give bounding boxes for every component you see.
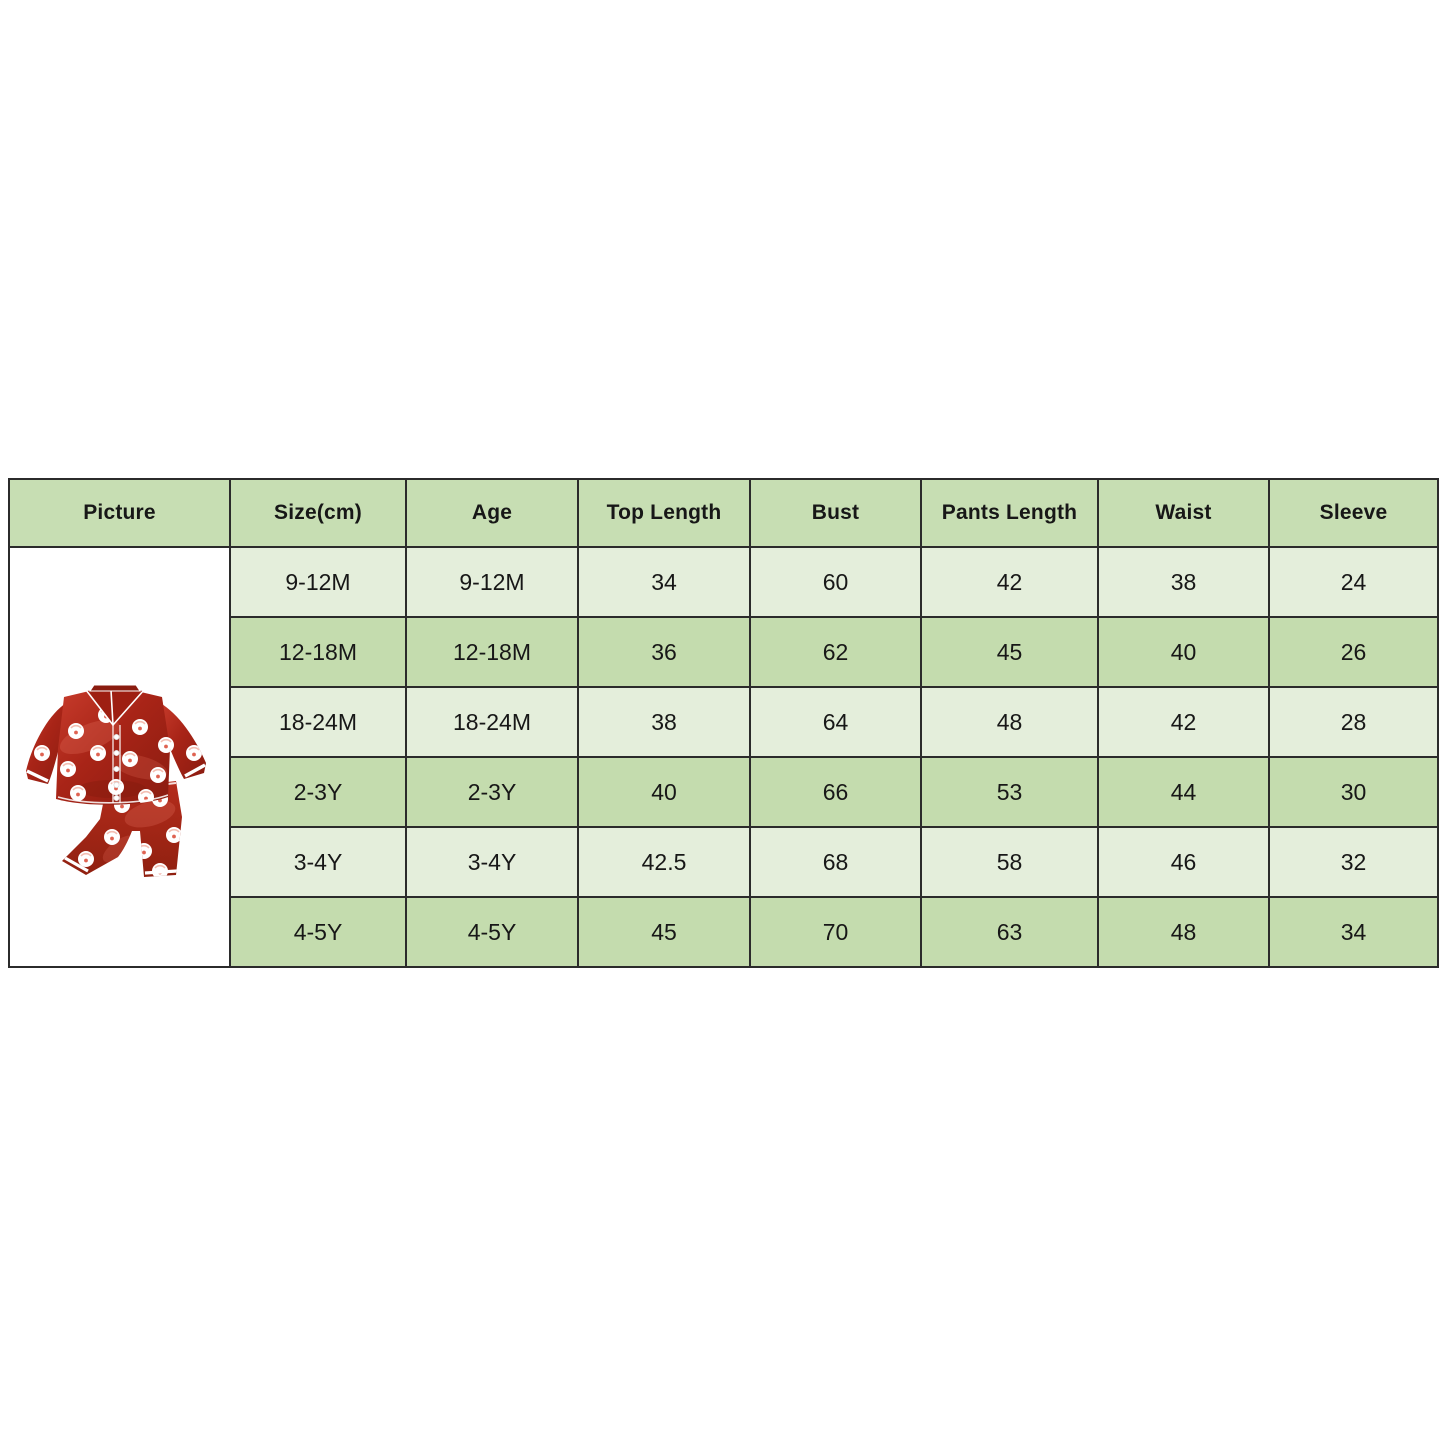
cell-age: 4-5Y [406, 897, 578, 967]
cell-bust: 66 [750, 757, 921, 827]
cell-bust: 68 [750, 827, 921, 897]
cell-age: 9-12M [406, 547, 578, 617]
cell-top-length: 36 [578, 617, 750, 687]
cell-top-length: 40 [578, 757, 750, 827]
cell-size: 9-12M [230, 547, 406, 617]
cell-waist: 38 [1098, 547, 1269, 617]
column-header-waist: Waist [1098, 479, 1269, 547]
cell-top-length: 38 [578, 687, 750, 757]
cell-size: 3-4Y [230, 827, 406, 897]
cell-pants-length: 48 [921, 687, 1098, 757]
cell-bust: 64 [750, 687, 921, 757]
cell-sleeve: 24 [1269, 547, 1438, 617]
cell-waist: 42 [1098, 687, 1269, 757]
cell-top-length: 42.5 [578, 827, 750, 897]
cell-age: 12-18M [406, 617, 578, 687]
cell-pants-length: 63 [921, 897, 1098, 967]
column-header-size: Size(cm) [230, 479, 406, 547]
cell-pants-length: 53 [921, 757, 1098, 827]
column-header-sleeve: Sleeve [1269, 479, 1438, 547]
cell-size: 2-3Y [230, 757, 406, 827]
cell-sleeve: 32 [1269, 827, 1438, 897]
cell-waist: 40 [1098, 617, 1269, 687]
pajama-top-illustration [26, 685, 206, 805]
column-header-pants-length: Pants Length [921, 479, 1098, 547]
cell-age: 3-4Y [406, 827, 578, 897]
column-header-age: Age [406, 479, 578, 547]
cell-age: 2-3Y [406, 757, 578, 827]
cell-size: 12-18M [230, 617, 406, 687]
product-picture-cell [9, 547, 230, 967]
cell-pants-length: 42 [921, 547, 1098, 617]
column-header-bust: Bust [750, 479, 921, 547]
cell-sleeve: 34 [1269, 897, 1438, 967]
column-header-top-length: Top Length [578, 479, 750, 547]
cell-waist: 48 [1098, 897, 1269, 967]
cell-bust: 60 [750, 547, 921, 617]
cell-sleeve: 26 [1269, 617, 1438, 687]
cell-size: 18-24M [230, 687, 406, 757]
column-header-picture: Picture [9, 479, 230, 547]
cell-bust: 70 [750, 897, 921, 967]
cell-sleeve: 30 [1269, 757, 1438, 827]
cell-top-length: 34 [578, 547, 750, 617]
cell-pants-length: 45 [921, 617, 1098, 687]
table-row [9, 547, 1438, 617]
size-chart-table [8, 478, 1439, 968]
cell-sleeve: 28 [1269, 687, 1438, 757]
pajama-set-image [20, 679, 220, 884]
cell-age: 18-24M [406, 687, 578, 757]
cell-bust: 62 [750, 617, 921, 687]
cell-waist: 44 [1098, 757, 1269, 827]
table-header-row [9, 479, 1438, 547]
cell-waist: 46 [1098, 827, 1269, 897]
cell-size: 4-5Y [230, 897, 406, 967]
cell-pants-length: 58 [921, 827, 1098, 897]
size-chart-container [8, 478, 1439, 968]
cell-top-length: 45 [578, 897, 750, 967]
